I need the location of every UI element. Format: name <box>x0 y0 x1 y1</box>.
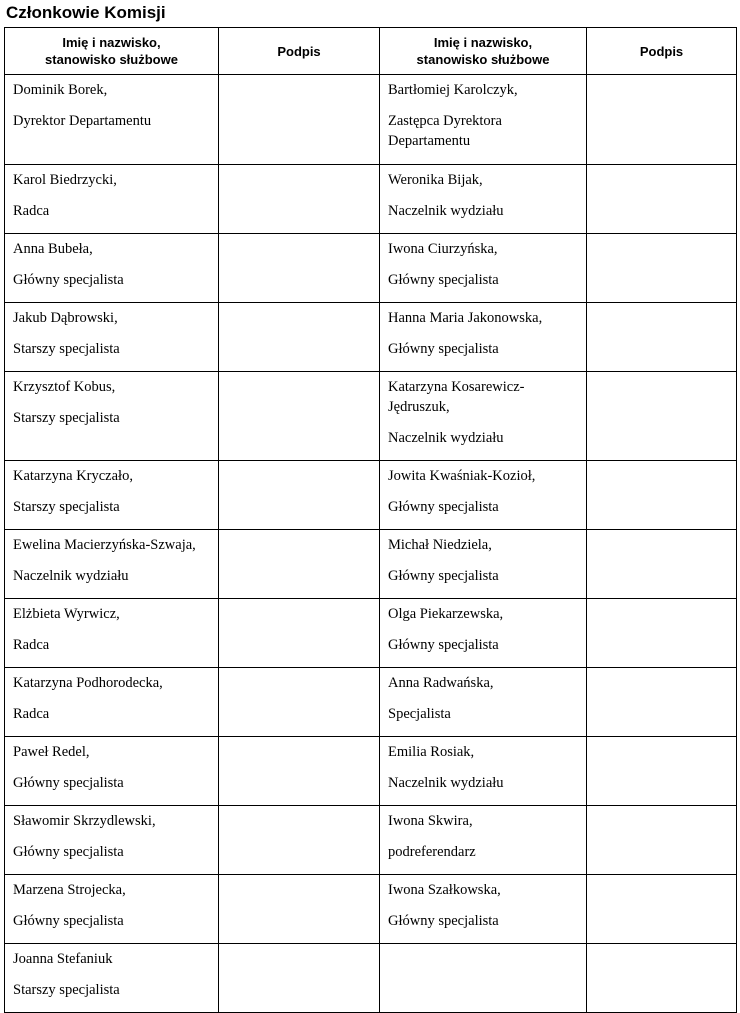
member-position: Główny specjalista <box>388 272 499 288</box>
member-position: Główny specjalista <box>388 499 499 515</box>
member-name: Katarzyna Podhorodecka, <box>13 675 163 691</box>
signature-cell-left[interactable] <box>219 668 380 737</box>
member-cell-right <box>380 303 587 372</box>
signature-cell-left[interactable] <box>219 875 380 944</box>
member-position: Główny specjalista <box>13 272 124 288</box>
table-row <box>5 668 737 737</box>
member-cell-left <box>5 599 219 668</box>
member-name: Bartłomiej Karolczyk, <box>388 82 518 98</box>
member-cell-right <box>380 875 587 944</box>
table-row <box>5 165 737 234</box>
table-row <box>5 944 737 1013</box>
member-cell-left <box>5 875 219 944</box>
member-name: Krzysztof Kobus, <box>13 379 116 395</box>
signature-cell-left[interactable] <box>219 372 380 461</box>
member-name: Dominik Borek, <box>13 82 108 98</box>
signature-cell-right[interactable] <box>587 944 737 1013</box>
member-position: Naczelnik wydziału <box>388 430 504 446</box>
signature-cell-right[interactable] <box>587 75 737 165</box>
member-name: Iwona Ciurzyńska, <box>388 241 498 257</box>
member-cell-left <box>5 668 219 737</box>
member-position: Specjalista <box>388 706 451 722</box>
signature-cell-left[interactable] <box>219 599 380 668</box>
member-name: Anna Radwańska, <box>388 675 494 691</box>
member-position: Starszy specjalista <box>13 410 120 426</box>
signature-cell-left[interactable] <box>219 737 380 806</box>
member-cell-right <box>380 234 587 303</box>
signature-cell-left[interactable] <box>219 234 380 303</box>
member-position: Radca <box>13 637 50 653</box>
member-cell-right <box>380 165 587 234</box>
member-name: Jowita Kwaśniak-Kozioł, <box>388 468 536 484</box>
signature-cell-right[interactable] <box>587 530 737 599</box>
table-row <box>5 737 737 806</box>
table-row <box>5 303 737 372</box>
signature-cell-right[interactable] <box>587 234 737 303</box>
member-name: Michał Niedziela, <box>388 537 492 553</box>
member-cell-left <box>5 372 219 461</box>
name-header-line2: stanowisko służbowe <box>45 52 178 67</box>
member-name: Katarzyna Kryczało, <box>13 468 133 484</box>
member-name: Joanna Stefaniuk <box>13 951 113 967</box>
member-cell-right <box>380 737 587 806</box>
signature-cell-right[interactable] <box>587 372 737 461</box>
member-position: Dyrektor Departamentu <box>13 113 152 129</box>
member-cell-right <box>380 530 587 599</box>
name-header-line2: stanowisko służbowe <box>416 52 550 67</box>
member-name: Katarzyna Kosarewicz-Jędruszuk, <box>388 379 525 415</box>
member-name: Anna Bubeła, <box>13 241 93 257</box>
signature-cell-right[interactable] <box>587 668 737 737</box>
member-name: Weronika Bijak, <box>388 172 483 188</box>
member-position: Główny specjalista <box>13 775 124 791</box>
members-table <box>4 27 737 1013</box>
member-cell-left <box>5 303 219 372</box>
signature-cell-right[interactable] <box>587 165 737 234</box>
table-row <box>5 599 737 668</box>
signature-cell-right[interactable] <box>587 875 737 944</box>
table-row <box>5 530 737 599</box>
member-cell-left <box>5 530 219 599</box>
member-cell-left <box>5 944 219 1013</box>
signature-cell-left[interactable] <box>219 75 380 165</box>
member-name: Sławomir Skrzydlewski, <box>13 813 156 829</box>
signature-cell-right[interactable] <box>587 806 737 875</box>
table-row <box>5 875 737 944</box>
member-name: Iwona Szałkowska, <box>388 882 501 898</box>
signature-cell-left[interactable] <box>219 530 380 599</box>
member-position: Naczelnik wydziału <box>13 568 129 584</box>
member-position: Główny specjalista <box>388 568 499 584</box>
member-name: Karol Biedrzycki, <box>13 172 117 188</box>
member-position: podreferendarz <box>388 844 476 860</box>
member-cell-right <box>380 372 587 461</box>
member-position: Główny specjalista <box>388 637 499 653</box>
member-position: Starszy specjalista <box>13 341 120 357</box>
member-cell-left <box>5 461 219 530</box>
signature-cell-right[interactable] <box>587 303 737 372</box>
signature-cell-right[interactable] <box>587 461 737 530</box>
name-header-line1: Imię i nazwisko, <box>62 35 161 50</box>
member-position: Starszy specjalista <box>13 499 120 515</box>
member-position: Naczelnik wydziału <box>388 203 504 219</box>
signature-cell-left[interactable] <box>219 806 380 875</box>
member-name: Iwona Skwira, <box>388 813 473 829</box>
member-cell-right <box>380 806 587 875</box>
member-name: Hanna Maria Jakonowska, <box>388 310 543 326</box>
member-position: Radca <box>13 203 50 219</box>
member-cell-left <box>5 165 219 234</box>
member-name: Elżbieta Wyrwicz, <box>13 606 120 622</box>
member-cell-left <box>5 737 219 806</box>
table-row <box>5 234 737 303</box>
member-position: Zastępca Dyrektora Departamentu <box>388 113 502 149</box>
member-position: Starszy specjalista <box>13 982 120 998</box>
signature-cell-left[interactable] <box>219 303 380 372</box>
page-title: Członkowie Komisji <box>6 3 166 22</box>
member-cell-right <box>380 944 587 1013</box>
signature-cell-right[interactable] <box>587 599 737 668</box>
member-position: Naczelnik wydziału <box>388 775 504 791</box>
member-cell-left <box>5 806 219 875</box>
table-row <box>5 372 737 461</box>
table-header-row <box>5 28 737 75</box>
member-cell-right <box>380 599 587 668</box>
name-column-header-left <box>5 28 219 75</box>
name-header-line1: Imię i nazwisko, <box>433 35 533 50</box>
signature-column-header-left: Podpis <box>219 28 380 75</box>
member-name: Paweł Redel, <box>13 744 90 760</box>
member-cell-right <box>380 461 587 530</box>
member-cell-right <box>380 668 587 737</box>
member-name: Emilia Rosiak, <box>388 744 475 760</box>
member-position: Radca <box>13 706 50 722</box>
member-cell-left <box>5 75 219 165</box>
member-cell-right <box>380 75 587 165</box>
signature-cell-left[interactable] <box>219 165 380 234</box>
member-position: Główny specjalista <box>388 341 499 357</box>
member-cell-left <box>5 234 219 303</box>
member-position: Główny specjalista <box>388 913 499 929</box>
name-column-header-right <box>380 28 587 75</box>
table-row <box>5 806 737 875</box>
signature-column-header-right: Podpis <box>587 28 737 75</box>
member-position: Główny specjalista <box>13 844 124 860</box>
member-name: Ewelina Macierzyńska-Szwaja, <box>13 537 196 553</box>
table-row <box>5 75 737 165</box>
member-name: Olga Piekarzewska, <box>388 606 504 622</box>
signature-cell-right[interactable] <box>587 737 737 806</box>
signature-cell-left[interactable] <box>219 944 380 1013</box>
member-name: Marzena Strojecka, <box>13 882 126 898</box>
signature-cell-left[interactable] <box>219 461 380 530</box>
table-row <box>5 461 737 530</box>
member-name: Jakub Dąbrowski, <box>13 310 118 326</box>
member-position: Główny specjalista <box>13 913 124 929</box>
